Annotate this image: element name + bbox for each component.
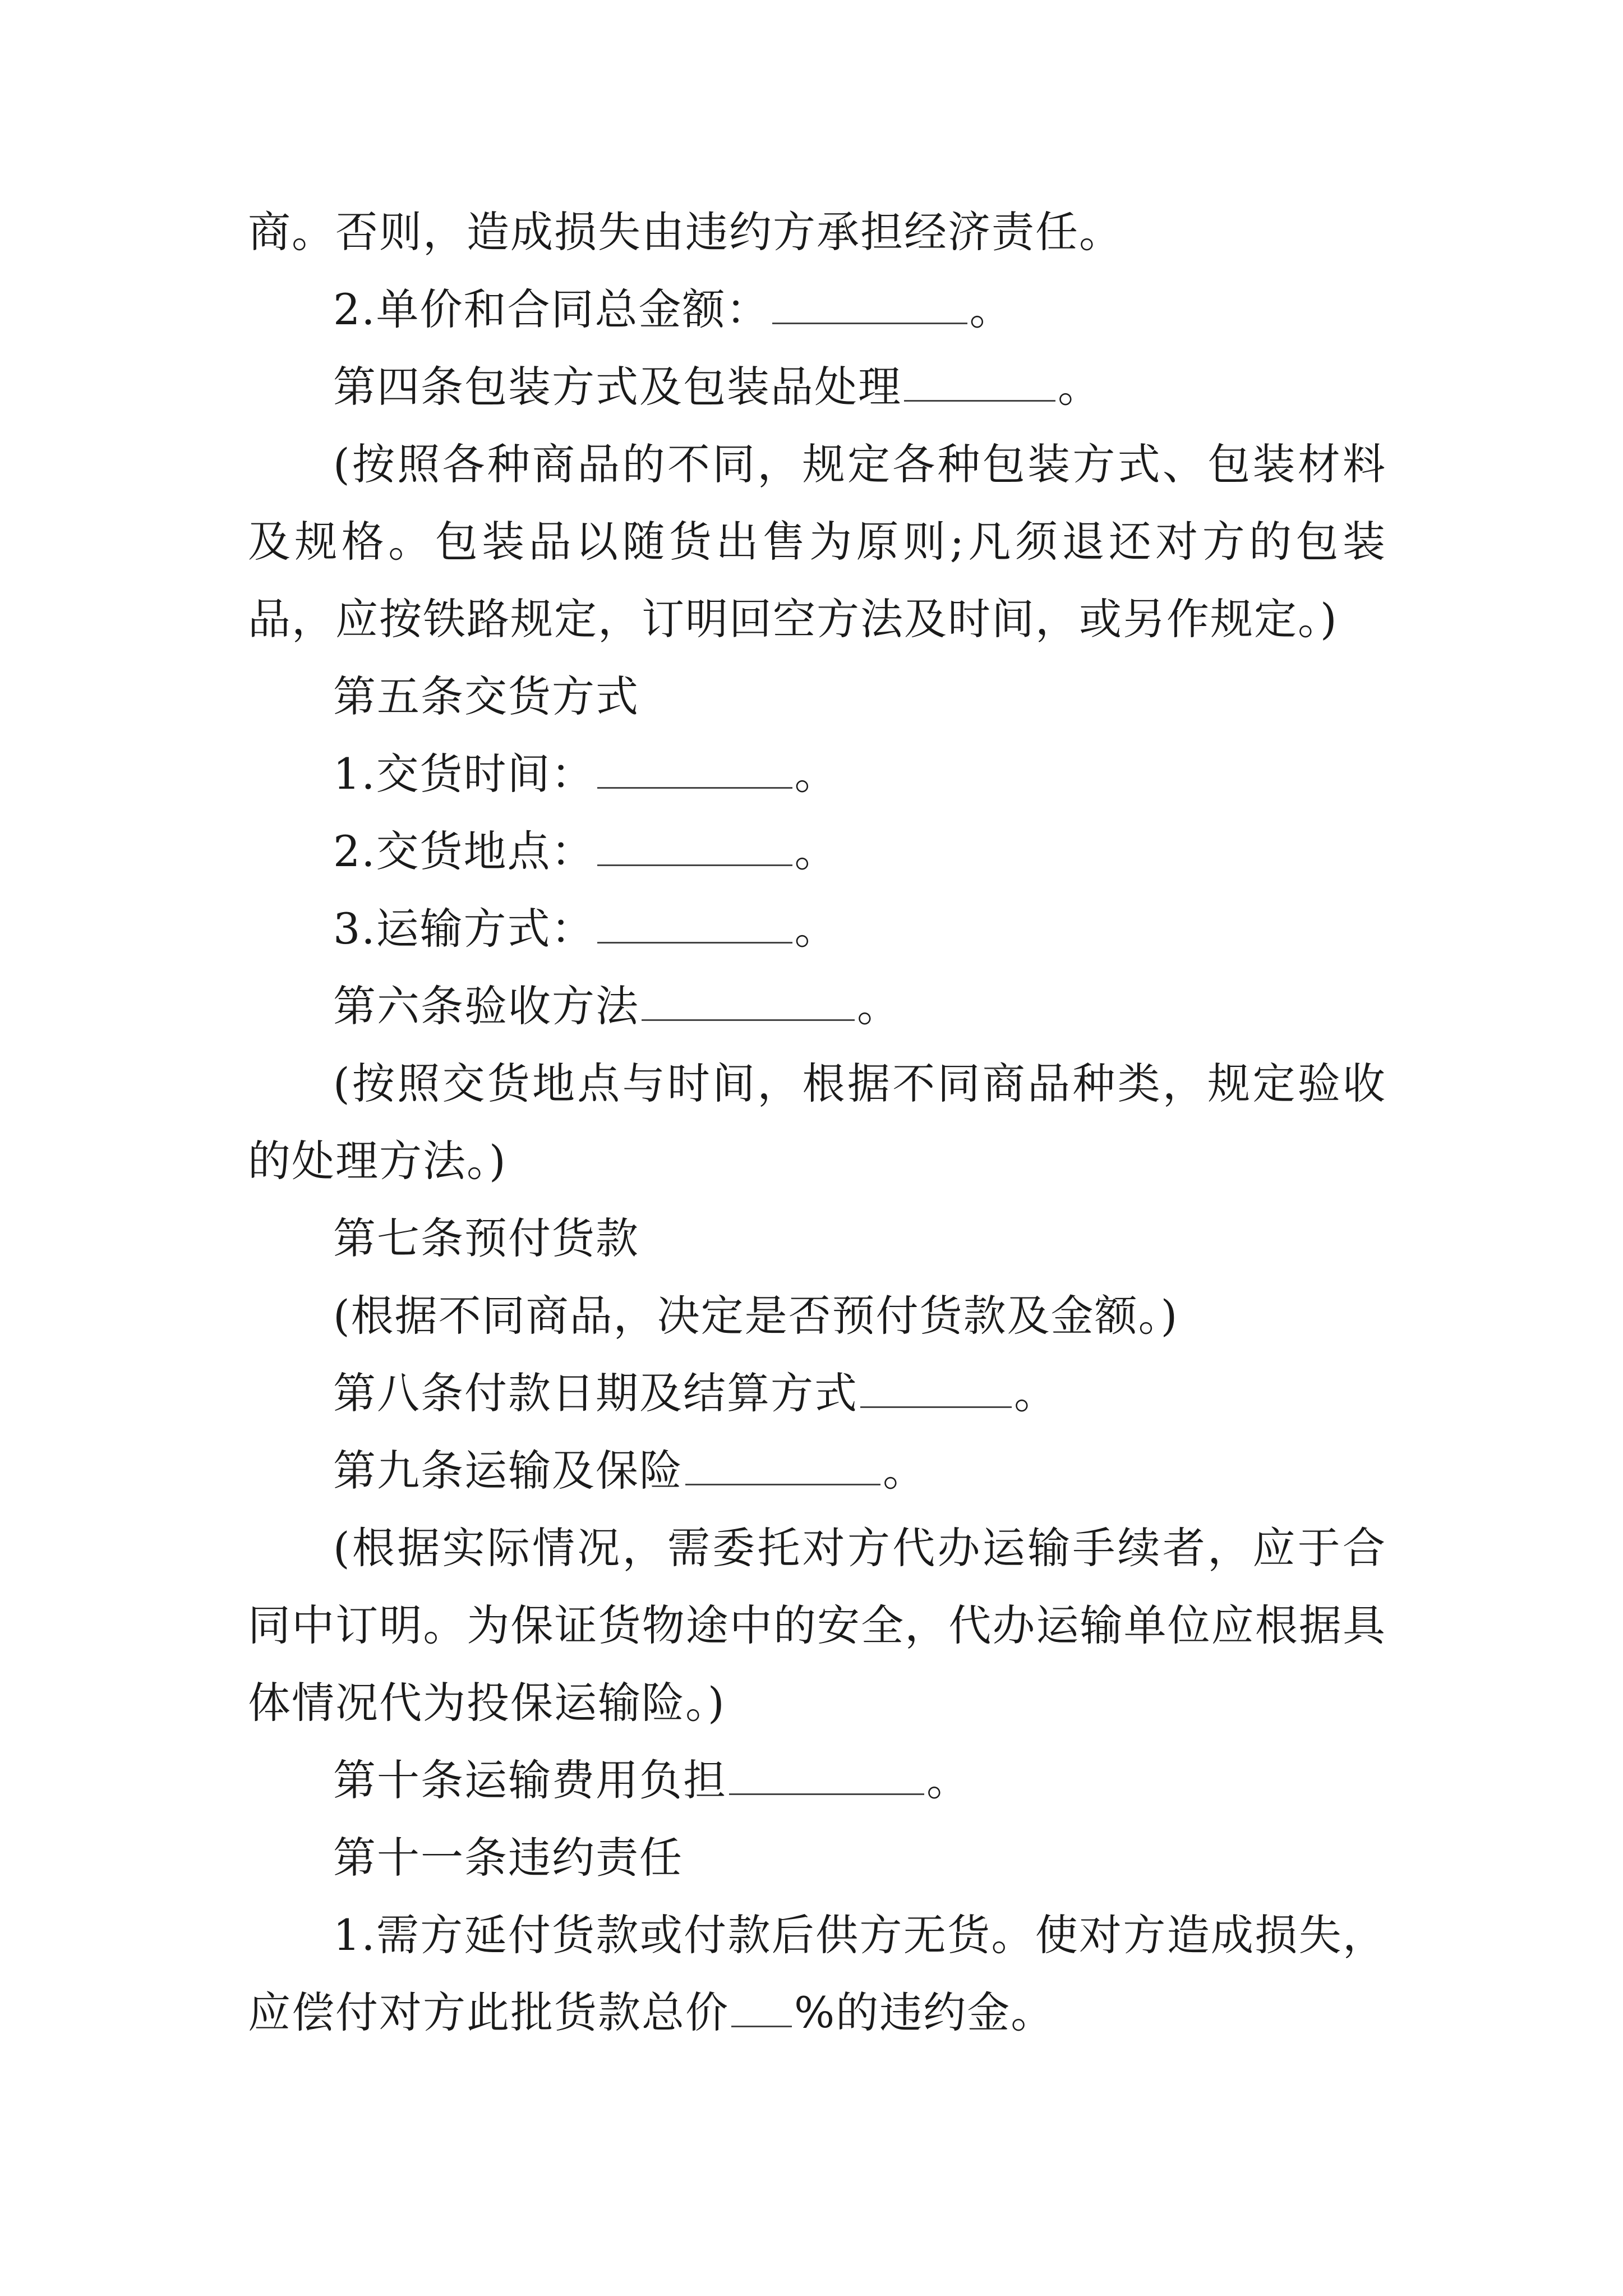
paragraph-liability-continuation: 商。否则，造成损失由违约方承担经济责任。 <box>248 207 1123 257</box>
paragraph-delivery-place <box>248 813 1386 890</box>
packaging-blank[interactable] <box>904 365 1055 402</box>
transport-method-label: 3.运输方式： <box>333 904 595 954</box>
period: 。 <box>794 749 838 799</box>
article-9-label: 第九条运输及保险 <box>333 1446 683 1496</box>
delivery-place-label: 2.交货地点： <box>333 826 595 876</box>
heading-article-4-packaging <box>248 348 1386 426</box>
unit-price-blank[interactable] <box>772 288 967 324</box>
acceptance-blank[interactable] <box>642 984 855 1021</box>
unit-price-label: 2.单价和合同总金额： <box>333 284 770 334</box>
paragraph-unit-price <box>248 271 1386 348</box>
payment-blank[interactable] <box>860 1372 1012 1408</box>
heading-article-5-delivery: 第五条交货方式 <box>333 671 639 721</box>
breach-clause-1-continuation: 应偿付对方此批货款总价 <box>248 1987 729 2037</box>
heading-article-10-freight <box>248 1742 1386 1819</box>
period: 。 <box>883 1446 926 1496</box>
period: 。 <box>1058 362 1101 412</box>
delivery-time-blank[interactable] <box>597 752 792 789</box>
paragraph-transport-method <box>248 890 1386 968</box>
paragraph-breach-clause-1 <box>248 1897 1386 2051</box>
article-6-label: 第六条验收方法 <box>333 981 639 1031</box>
period: 。 <box>926 1755 970 1805</box>
heading-article-7-prepayment: 第七条预付货款 <box>333 1213 639 1263</box>
paragraph-packaging-note: (按照各种商品的不同，规定各种包装方式、包装材料及规格。包装品以随货出售为原则;凡须退还对方的包装品，应按铁路规定，订明回空方法及时间，或另作规定。) <box>248 439 1386 644</box>
period: 。 <box>969 284 1013 334</box>
penalty-percent-blank[interactable] <box>731 1991 792 2027</box>
heading-article-9-transport-insurance <box>248 1432 1386 1510</box>
breach-clause-1-text: 1.需方延付货款或付款后供方无货。使对方造成损失， <box>333 1910 1386 1960</box>
heading-article-8-payment <box>248 1355 1386 1432</box>
transport-method-blank[interactable] <box>597 907 792 944</box>
paragraph-transport-insurance-note: (根据实际情况，需委托对方代办运输手续者，应于合同中订明。为保证货物途中的安全，代办运输单位应根据具体情况代为投保运输险。) <box>248 1523 1386 1728</box>
freight-blank[interactable] <box>729 1759 924 1795</box>
heading-article-6-acceptance <box>248 968 1386 1045</box>
article-4-label: 第四条包装方式及包装品处理 <box>333 362 902 412</box>
article-8-label: 第八条付款日期及结算方式 <box>333 1368 858 1418</box>
article-10-label: 第十条运输费用负担 <box>333 1755 727 1805</box>
delivery-time-label: 1.交货时间： <box>333 749 595 799</box>
paragraph-prepayment-note: (根据不同商品，决定是否预付货款及金额。) <box>333 1291 1179 1341</box>
breach-clause-1-tail: %的违约金。 <box>794 1987 1055 2037</box>
heading-article-11-breach: 第十一条违约责任 <box>333 1833 683 1883</box>
transport-insurance-blank[interactable] <box>685 1449 880 1485</box>
contract-body <box>248 194 1386 2051</box>
period: 。 <box>794 826 838 876</box>
paragraph-delivery-time <box>248 735 1386 813</box>
delivery-place-blank[interactable] <box>597 830 792 866</box>
period: 。 <box>794 904 838 954</box>
paragraph-acceptance-note: (按照交货地点与时间，根据不同商品种类，规定验收的处理方法。) <box>248 1059 1386 1186</box>
period: 。 <box>1014 1368 1058 1418</box>
period: 。 <box>857 981 901 1031</box>
